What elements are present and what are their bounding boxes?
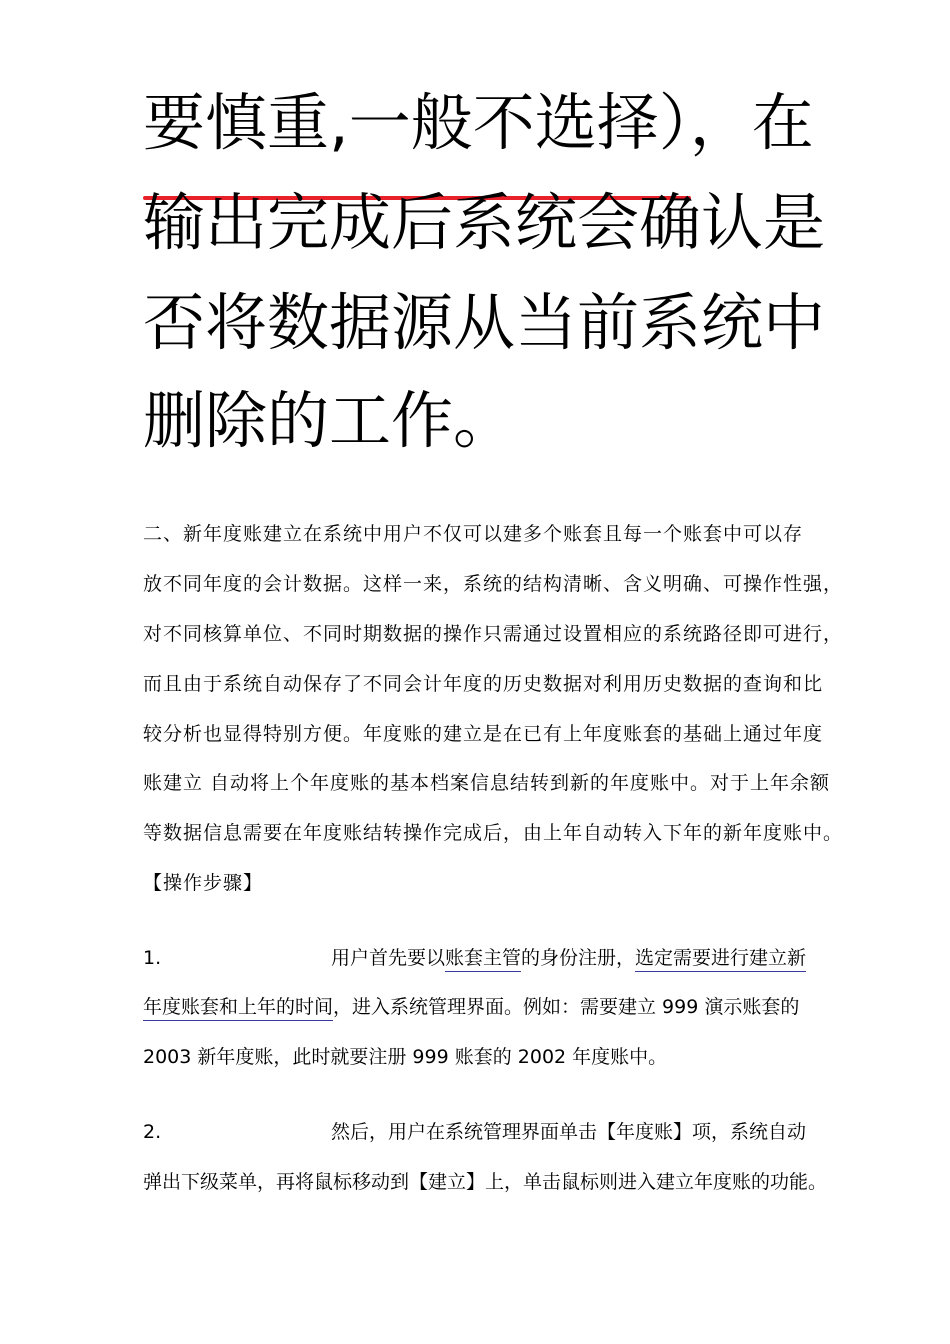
paragraph-line: 等数据信息需要在年度账结转操作完成后，由上年自动转入下年的新年度账中。 [143,822,844,844]
heading-line-4: 删除的工作。 [143,384,516,457]
step-1-number: 1. [143,947,162,969]
step-2-number: 2. [143,1121,162,1143]
step-2-line-1 [143,1118,806,1146]
steps-title: 【操作步骤】 [143,872,264,894]
account-supervisor-link[interactable]: 账套主管 [445,947,521,972]
year-account-time-link[interactable]: 年度账套和上年的时间 [143,996,333,1021]
step-1-text-c: ，进入系统管理界面。例如：需要建立 999 演示账套的 [333,996,800,1018]
heading-line-2: 输出完成后系统会确认是 [143,186,826,259]
paragraph-line: 账建立 自动将上个年度账的基本档案信息结转到新的年度账中。对于上年余额 [143,772,831,794]
heading-line-3: 否将数据源从当前系统中 [143,286,826,359]
step-2-text-a: 然后，用户在系统管理界面单击【年度账】项，系统自动 [331,1121,807,1143]
step-1-text-a: 用户首先要以 [331,947,446,969]
step-1-text-b: 的身份注册， [521,947,636,969]
paragraph-line: 而且由于系统自动保存了不同会计年度的历史数据对利用历史数据的查询和比 [143,673,824,695]
paragraph-line: 对不同核算单位、不同时期数据的操作只需通过设置相应的系统路径即可进行， [143,623,844,645]
paragraph-line: 二、新年度账建立在系统中用户不仅可以建多个账套且每一个账套中可以存 [143,523,804,545]
step-1-line-1 [143,944,806,972]
paragraph-line: 放不同年度的会计数据。这样一来，系统的结构清晰、含义明确、可操作性强， [143,573,844,595]
step-2-line-2: 弹出下级菜单，再将鼠标移动到【建立】上，单击鼠标则进入建立年度账的功能。 [143,1171,828,1193]
paragraph-line: 较分析也显得特别方便。年度账的建立是在已有上年度账套的基础上通过年度 [143,723,824,745]
select-new-year-link[interactable]: 选定需要进行建立新 [635,947,806,972]
heading-line-1: 要慎重,一般不选择），在 [143,86,814,159]
step-1-line-2 [143,993,799,1021]
step-1-line-3: 2003 新年度账，此时就要注册 999 账套的 2002 年度账中。 [143,1046,668,1068]
